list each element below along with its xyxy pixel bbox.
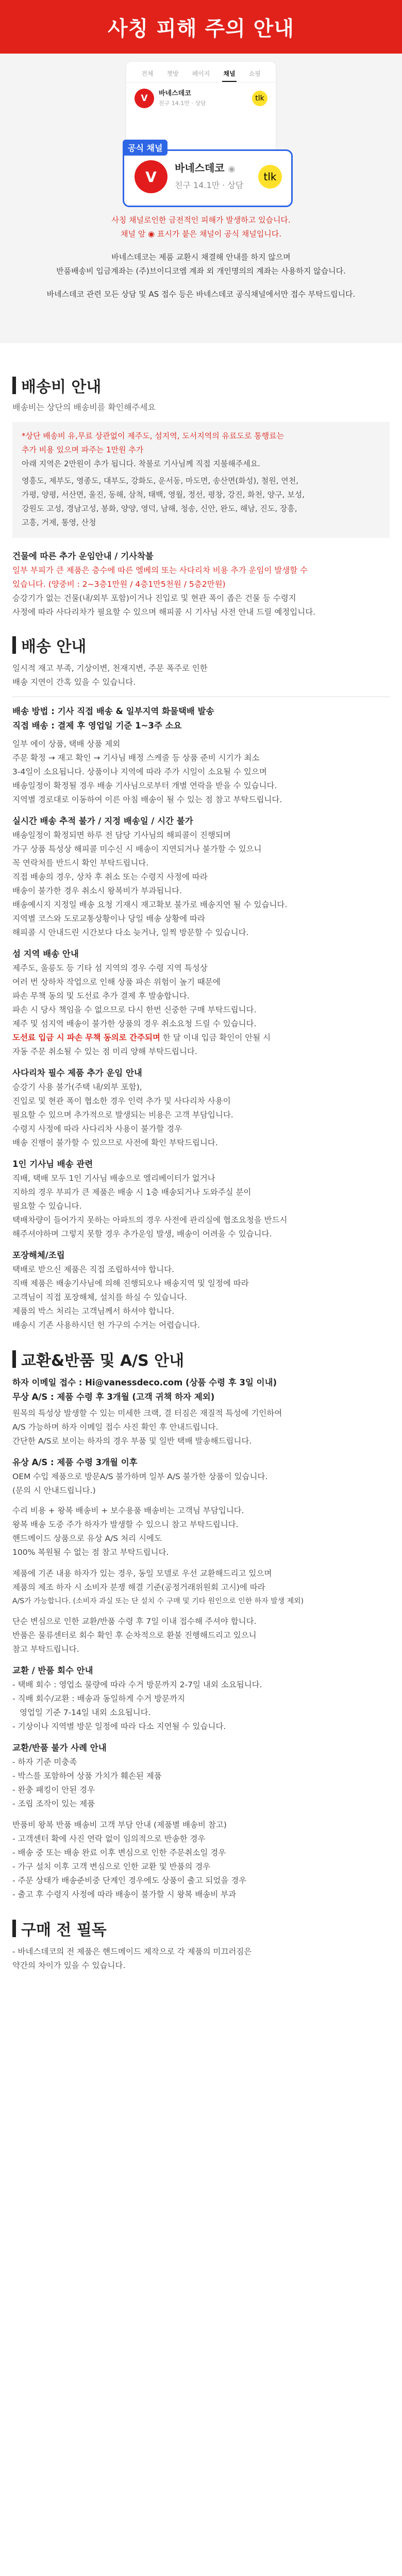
island-line: 자동 주문 취소될 수 있는 점 미리 양해 부탁드립니다. <box>12 1047 197 1056</box>
paid-line: 수리 비용 + 왕복 배송비 + 보수용품 배송비는 고객님 부담입니다. <box>12 1506 244 1515</box>
ladder-line: 필요할 수 있으며 추가적으로 발생되는 비용은 고객 부담입니다. <box>12 1110 233 1120</box>
pack-line: 제품의 박스 처리는 고객님께서 하셔야 합니다. <box>12 1307 175 1316</box>
email-line: 하자 이메일 접수 : Hi@vanessdeco.com (상품 수령 후 3일 이내) <box>12 1378 277 1387</box>
island-red-tail: 한 달 이내 입금 확인이 안될 시 <box>160 1033 271 1042</box>
official-channel-card <box>123 143 293 207</box>
direct-line: 지역별 경로대로 이동하여 이른 아침 배송이 될 수 있는 점 참고 부탁드립니다. <box>12 795 282 804</box>
official-tag: 공식 채널 <box>123 140 167 156</box>
must-read-line: - 바네스데코의 전 제품은 핸드메이드 제작으로 각 제품의 미끄러짐은 <box>12 1947 252 1956</box>
section-title: 배송비 안내 <box>21 378 102 396</box>
pickup-line: - 기상이나 지역별 방문 일정에 따라 다소 지연될 수 있습니다. <box>12 1722 226 1731</box>
paid-as-title: 유상 A/S : 제품 수령 3개월 이후 <box>12 1458 138 1467</box>
unload-body: 승강기가 없는 건물(내/외부 포함)이거나 진입로 및 현관 폭이 좁은 건물 등 수령지 <box>12 594 296 603</box>
paid-line: (문의 시 안내드립니다.) <box>12 1486 96 1495</box>
paid-line: 핸드메이드 상품으로 유상 A/S 처리 시에도 <box>12 1534 162 1543</box>
official-name <box>175 160 243 193</box>
pack-line: 배송시 기존 사용하시던 헌 가구의 수거는 어렵습니다. <box>12 1320 200 1330</box>
banner-title: 사칭 피해 주의 안내 <box>108 16 294 41</box>
section-title: 배송 안내 <box>21 638 87 656</box>
ladder-title: 사다리차 필수 제품 추가 운임 안내 <box>12 1068 142 1078</box>
warning-line: 사칭 채널로인한 금전적인 피해가 발생하고 있습니다. <box>111 215 291 225</box>
install-line: 택배차량이 들어가지 못하는 아파트의 경우 사전에 관리실에 협조요청을 반드시 <box>12 1215 288 1225</box>
install-title: 1인 기사님 배송 관련 <box>12 1159 93 1169</box>
tab: 전체 <box>141 70 154 77</box>
region-line: 강원도 고성, 경남고성, 봉화, 양양, 영덕, 남해, 청송, 신안, 완도, 해남, 진도, 장흥, <box>22 504 297 513</box>
warning-text <box>0 213 402 241</box>
pack-line: 고객님이 직접 포장해체, 설치를 하실 수 있습니다. <box>12 1293 187 1302</box>
ladder-line: 배송 진행이 불가할 수 있으므로 사전에 확인 부탁드립니다. <box>12 1138 218 1147</box>
paid-line: 100% 복원될 수 없는 점 참고 부탁드립니다. <box>12 1548 169 1557</box>
warning-banner <box>0 0 402 54</box>
official-name-text: 바네스데코 <box>175 162 225 174</box>
unload-title: 건물에 따른 추가 운임안내 / 기사착불 <box>12 551 154 561</box>
shipping-info-section <box>12 634 390 1332</box>
policy-text <box>0 250 402 278</box>
must-read-line: 약간의 차이가 있을 수 있습니다. <box>12 1961 126 1970</box>
policy-line: 바네스데코는 제품 교환시 채결해 안내를 하지 않으며 <box>111 252 291 262</box>
section-heading <box>12 374 390 397</box>
time-line: 가구 상품 특성상 해피콜 미수신 시 배송이 지연되거나 불가할 수 있으니 <box>12 844 262 854</box>
exchange-return-section <box>12 1348 390 1902</box>
pickup-line: - 택배 회수 : 영업소 물량에 따라 수거 방문까지 2-7일 내외 소요됩니다. <box>12 1680 262 1689</box>
time-line: 직접 배송의 경우, 상차 후 취소 또는 수령지 사정에 따라 <box>12 872 208 882</box>
section-intro: 배송비는 상단의 배송비를 확인해주세요 <box>12 402 156 412</box>
island-line: 제주 및 섬지역 배송이 불가한 상품의 경우 취소요청 드릴 수 있습니다. <box>12 1019 257 1028</box>
ladder-line: 승강기 사용 불가(주택 내/외부 포함), <box>12 1082 142 1092</box>
official-avatar: V <box>135 160 167 193</box>
fee-line: - 주문 상태가 배송준비중 단계인 경우에도 상품이 출고 되었을 경우 <box>12 1876 247 1885</box>
fee-line: - 가구 설치 이후 고객 변심으로 인한 교환 및 반품의 경우 <box>12 1862 211 1871</box>
ladder-line: 수령지 사정에 따라 사다리차 사용이 불가할 경우 <box>12 1124 182 1133</box>
impersonation-notice-panel <box>0 54 402 343</box>
intro-line: 일시적 재고 부족, 기상이변, 천재지변, 주문 폭주로 인한 <box>12 664 208 673</box>
time-line: 해피콜 시 안내드린 시간보다 다소 늦거나, 일찍 방문할 수 있습니다. <box>12 928 249 937</box>
surcharge-box <box>12 422 390 538</box>
island-line: 파손 시 당사 책임을 수 없으므로 다시 한번 신중한 구매 부탁드립니다. <box>12 1005 257 1014</box>
check-icon: ◉ <box>228 164 236 174</box>
pack-line: 직배 제품은 배송기사님에 의해 진행되오나 배송지역 및 일정에 따라 <box>12 1279 249 1288</box>
pack-title: 포장해체/조립 <box>12 1250 65 1260</box>
direct-line: 3-4일이 소요됩니다. 상품이나 지역에 따라 주가 시일이 소요될 수 있으며 <box>12 767 267 776</box>
paid-line: 왕복 배송 도중 주가 하자가 발생할 수 있으니 참고 부탁드립니다. <box>12 1520 239 1529</box>
official-sub: 친구 14.1만 · 상담 <box>175 180 244 190</box>
island-title: 섬 지역 배송 안내 <box>12 949 79 959</box>
channel-name-text: 바네스데코 <box>159 90 191 97</box>
note-line: *상단 배송비 유,무료 상관없이 제주도, 섬지역, 도서지역의 유료도로 통행료는 <box>22 431 284 440</box>
direct-line: 주문 확정 → 재고 확인 → 기사님 배정 스케줄 등 상품 준비 시기가 최소 <box>12 753 260 762</box>
exchange-line: 반품은 물류센터로 회수 확인 후 순차적으로 환불 진행해드리고 있으니 <box>12 1631 257 1640</box>
free-line: A/S 가능하며 하자 이메일 접수 사진 확인 후 안내드립니다. <box>12 1422 219 1432</box>
ladder-line: 진입로 및 현관 폭이 협소한 경우 인력 추가 및 사다리차 사용이 <box>12 1096 231 1106</box>
paid-line: OEM 수입 제품으로 방문A/S 불가하며 일부 A/S 불가한 상품이 있습니다. <box>12 1472 268 1481</box>
channel-sub: 친구 14.1만 · 상담 <box>159 100 206 107</box>
no-return-title: 교환/반품 불가 사례 안내 <box>12 1743 107 1753</box>
time-line: 배송이 불가한 경우 취소시 왕복비가 부과됩니다. <box>12 886 182 895</box>
time-line: 배송일정이 확정되면 하루 전 담당 기사님의 해피콜이 진행되며 <box>12 831 231 840</box>
install-line: 필요할 수 있습니다. <box>12 1201 82 1211</box>
tab: 챗방 <box>166 70 179 77</box>
region-line: 영흥도, 제부도, 영종도, 대부도, 강화도, 운서동, 마도면, 송산면(화성), 철원, 연천, <box>22 476 299 485</box>
channel-avatar: V <box>135 89 154 108</box>
time-title: 실시간 배송 추적 불가 / 지정 배송일 / 시간 불가 <box>12 816 193 826</box>
policy-line: 반품배송비 입금계좌는 (주)브이디코엠 계좌 외 개인명의의 계좌는 사용하지 않습니다. <box>56 266 346 276</box>
direct-line: 일부 에이 상품, 택배 상품 제외 <box>12 739 121 749</box>
exchange-line: 제품에 기존 내용 하자가 있는 경우, 동일 모델로 우선 교환해드리고 있으며 <box>12 1569 272 1578</box>
island-ferry-line <box>12 1031 390 1045</box>
exchange-line: 참고 부탁드립니다. <box>12 1645 79 1654</box>
exchange-line: 단순 변심으로 인한 교환/반품 수령 후 7일 이내 접수해 주셔야 합니다. <box>12 1617 257 1626</box>
chat-bubble-icon: tlk <box>252 91 267 106</box>
warning-line: 채널 앞 ◉ 표시가 붙은 채널이 공식 채널입니다. <box>120 229 282 239</box>
island-red: 도선료 입금 시 파손 무책 동의로 간주되며 <box>12 1033 160 1042</box>
no-return-line: - 박스를 포함하여 상품 가치가 훼손된 제품 <box>12 1771 162 1781</box>
policy-text-2: 바네스데코 관련 모든 상담 및 AS 접수 등은 바네스데코 공식채널에서만 접수 부탁드립니다. <box>46 290 356 299</box>
unload-red: 있습니다. (양중비 : 2~3층1만원 / 4층1만5천원 / 5층2만원) <box>12 580 226 589</box>
exchange-line: A/S가 가능합니다. (소비자 과실 또는 단 설치 수 구매 및 기타 원인으로 인한 하자 발생 제외) <box>12 1597 304 1605</box>
fee-title: 반품비 왕복 반품 배송비 고객 부담 안내 (제품별 배송비 참고) <box>12 1820 227 1829</box>
tab: 쇼핑 <box>248 70 261 77</box>
fee-line: - 고객센터 확에 사진 연락 없이 임의적으로 반송한 경우 <box>12 1834 206 1843</box>
search-tabs <box>126 62 276 82</box>
region-line: 고흥, 거제, 통영, 산청 <box>22 518 96 527</box>
note-line: 추가 비용 있으며 파주는 1만원 추가 <box>22 445 144 454</box>
section-heading <box>12 1917 390 1940</box>
pickup-line: 영업일 기준 7-14일 내외 소요됩니다. <box>20 1708 151 1717</box>
install-line: 지하의 경우 부피가 큰 제품은 배송 시 1층 배송되거나 도와주실 분이 <box>12 1188 252 1197</box>
tab: 페이지 <box>192 70 210 77</box>
tab-channel: 채널 <box>222 68 236 82</box>
install-line: 해주셔야하며 그렇지 못할 경우 추가운임 발생, 배송이 어려울 수 있습니다. <box>12 1229 272 1239</box>
section-title: 교환&반품 및 A/S 안내 <box>21 1352 185 1370</box>
fee-line: - 배송 중 또는 배송 완료 이후 변심으로 인한 주문취소일 경우 <box>12 1848 226 1857</box>
note-line: 아래 지역은 2만원이 추가 됩니다. 착불로 기사님께 직접 지불해주세요. <box>22 459 260 468</box>
no-return-line: - 하자 기준 미충족 <box>12 1757 77 1767</box>
period-line: 직접 배송 : 결제 후 영업일 기준 1~3주 소요 <box>12 721 182 731</box>
chat-bubble-icon: tlk <box>258 165 282 189</box>
before-purchase-section <box>12 1917 390 1973</box>
free-line: 간단한 A/S로 보이는 하자의 경우 부품 및 일반 택배 발송해드립니다. <box>12 1436 252 1446</box>
intro-line: 배송 지연이 간혹 있을 수 있습니다. <box>12 677 136 687</box>
section-title: 구매 전 필독 <box>21 1921 107 1939</box>
island-line: 파손 무책 동의 및 도선료 추가 결제 후 발송합니다. <box>12 991 190 1001</box>
section-heading <box>12 1348 390 1370</box>
install-line: 직배, 택배 모두 1인 기사님 배송으로 엘리베이터가 없거나 <box>12 1174 215 1183</box>
channel-name <box>159 89 206 108</box>
time-line: 꼭 연락처를 반드시 확인 부탁드립니다. <box>12 858 149 868</box>
pack-line: 택배로 받으신 제품은 직접 조립하셔야 합니다. <box>12 1265 175 1274</box>
island-line: 여러 번 상하차 작업으로 인해 상품 파손 위험이 높기 때문에 <box>12 977 221 987</box>
fake-channel-row <box>126 82 276 114</box>
no-return-line: - 완충 패킹이 안된 경우 <box>12 1785 95 1794</box>
free-line: 원목의 특성상 발생할 수 있는 미세한 크랙, 결 터짐은 재질적 특성에 기인하여 <box>12 1409 282 1418</box>
exchange-line: 제품의 제조 하자 시 소비자 분쟁 해결 기준(공정거래위원회 고시)에 따라 <box>12 1583 265 1592</box>
region-line: 가평, 양평, 서산면, 울진, 동해, 삼척, 태백, 영월, 정선, 평창, 강진, 화천, 양구, 보성, <box>22 490 305 499</box>
unload-body: 사정에 따라 사다리차가 필요할 수 있으며 해피콜 시 기사님 사전 안내 드릴 예정입니다. <box>12 607 316 617</box>
shipping-fee-section <box>12 374 390 619</box>
no-return-line: - 조립 조작이 있는 제품 <box>12 1799 95 1808</box>
pickup-line: - 직배 회수/교환 : 배송과 동일하게 수거 방문까지 <box>12 1694 186 1703</box>
island-line: 제주도, 울릉도 등 기타 섬 지역의 경우 수령 지역 특성상 <box>12 963 208 973</box>
method-line: 배송 방법 : 기사 직접 배송 & 일부지역 화물택배 발송 <box>12 706 214 716</box>
section-heading <box>12 634 390 656</box>
time-line: 지역별 코스와 도로교통상황이나 당일 배송 상황에 따라 <box>12 914 205 923</box>
exchange-pickup-title: 교환 / 반품 회수 안내 <box>12 1666 93 1675</box>
free-as-title: 무상 A/S : 제품 수령 후 3개월 (고객 귀책 하자 제외) <box>12 1392 215 1402</box>
direct-line: 배송일정이 확정될 경우 배송 기사님으로부터 개별 연락을 받을 수 있습니다. <box>12 781 277 790</box>
time-line: 배송예시지 지정일 배송 요청 기재시 재고확보 불가로 배송지연 될 수 있습니다. <box>12 900 288 909</box>
unload-red: 일부 부피가 큰 제품은 층수에 따른 엘베의 또는 사다리차 비용 추가 운임이 발생할 수 <box>12 566 308 575</box>
fee-line: - 출고 후 수령지 사정에 따라 배송이 불가할 시 왕복 배송비 부과 <box>12 1890 237 1899</box>
